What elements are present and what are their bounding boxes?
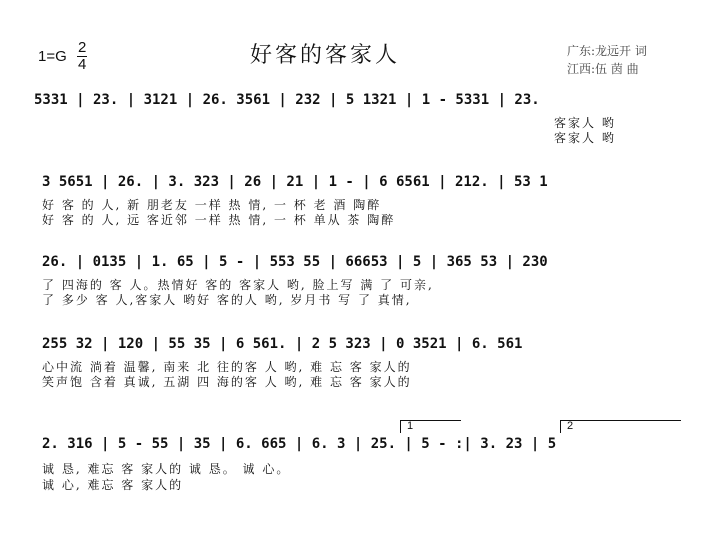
first-ending-number: 1 [407,420,414,432]
time-signature-numerator: 2 [78,39,87,56]
lyric-row-5-verse-1: 诚 恳, 难忘 客 家人的 诚 恳。 诚 心。 [42,462,291,476]
composer-credit: 江西:伍 茵 曲 [567,62,639,76]
song-title: 好客的客家人 [250,43,401,68]
lyric-row-3-verse-2: 了 多少 客 人,客家人 哟好 客的人 哟, 岁月书 写 了 真情, [42,293,412,307]
key-signature: 1=G [38,48,67,65]
lyric-row-3-verse-1: 了 四海的 客 人。热情好 客的 客家人 哟, 脸上写 满 了 可亲, [42,278,434,292]
notation-row-3: 26. | 0135 | 1. 65 | 5 - | 553 55 | 66653 | 5 | 365 53 | 230 [42,254,548,270]
lyric-row-2-verse-2: 好 客 的 人, 远 客近邻 一样 热 情, 一 杯 单从 茶 陶醉 [42,213,396,227]
notation-row-5: 2. 316 | 5 - 55 | 35 | 6. 665 | 6. 3 | 25. | 5 - :| 3. 23 | 5 [42,436,557,452]
lyric-row-2-verse-1: 好 客 的 人, 新 朋老友 一样 热 情, 一 杯 老 酒 陶醉 [42,198,382,212]
time-signature-denominator: 4 [78,56,87,73]
lyric-row-1-verse-1: 客家人 哟 [554,116,616,130]
second-ending-bracket [560,420,681,433]
first-ending-bracket [400,420,461,433]
lyric-row-5-verse-2: 诚 心, 难忘 客 家人的 [42,478,184,492]
lyric-row-4-verse-2: 笑声饱 含着 真诚, 五湖 四 海的客 人 哟, 难 忘 客 家人的 [42,375,412,389]
notation-row-1: 5331 | 23. | 3121 | 26. 3561 | 232 | 5 1321 | 1 - 5331 | 23. [34,92,540,108]
notation-row-4: 255 32 | 120 | 55 35 | 6 561. | 2 5 323 | 0 3521 | 6. 561 [42,336,523,352]
lyric-row-4-verse-1: 心中流 淌着 温馨, 南来 北 往的客 人 哟, 难 忘 客 家人的 [42,360,412,374]
lyricist-credit: 广东:龙远开 词 [567,44,647,58]
lyric-row-1-verse-2: 客家人 哟 [554,131,616,145]
time-signature [77,40,87,73]
notation-row-2: 3 5651 | 26. | 3. 323 | 26 | 21 | 1 - | 6 6561 | 212. | 53 1 [42,174,548,190]
second-ending-number: 2 [567,420,574,432]
